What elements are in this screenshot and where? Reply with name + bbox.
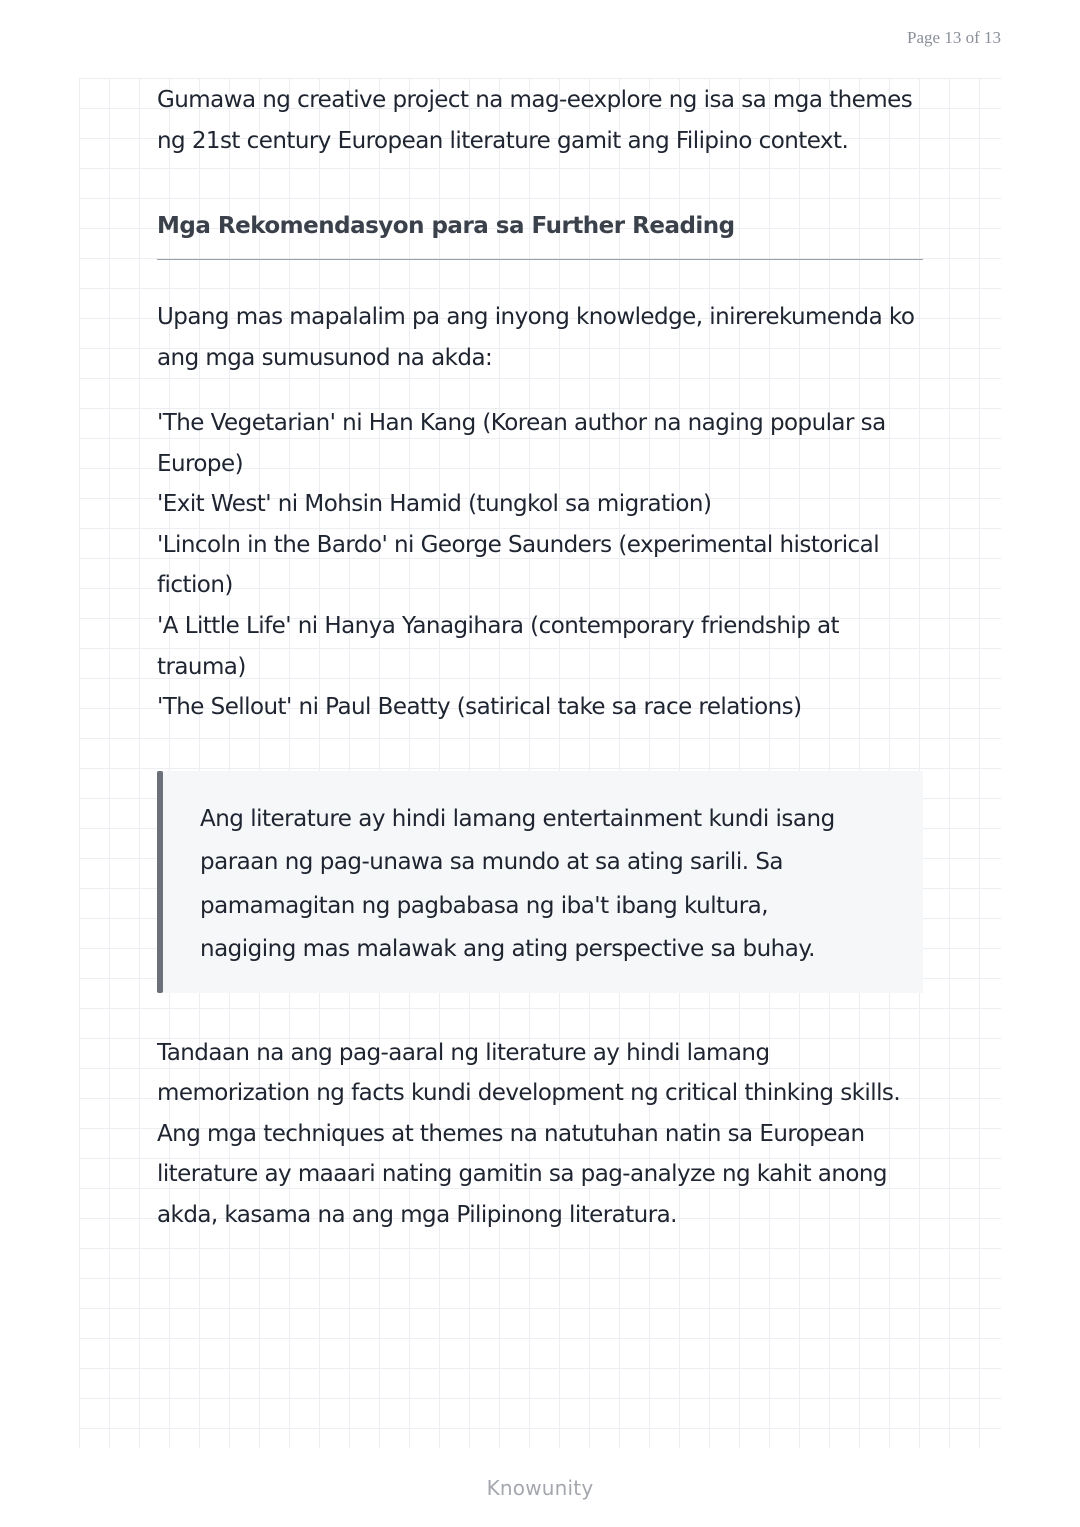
closing-paragraph: Tandaan na ang pag-aaral ng literature ay hindi lamang memorization ng facts kundi development ng critical thinking skills. Ang mga techniques at themes na natutuhan natin sa European literature ay maaari nating gamitin sa pag-analyze ng kahit anong akda, kasama na ang mga Pilipinong literatura. — [157, 1039, 901, 1228]
page-number: Page 13 of 13 — [907, 28, 1001, 47]
quote-bar — [157, 771, 163, 993]
list-item: 'Lincoln in the Bardo' ni George Saunders (experimental historical fiction) — [157, 531, 880, 599]
list-item: 'Exit West' ni Mohsin Hamid (tungkol sa migration) — [157, 491, 712, 518]
blockquote — [157, 771, 923, 993]
lead-paragraph: Upang mas mapalalim pa ang inyong knowledge, inirerekumenda ko ang mga sumusunod na akda: — [157, 304, 915, 371]
document-content — [157, 80, 927, 1235]
quote-text: Ang literature ay hindi lamang entertainment kundi isang paraan ng pag-unawa sa mundo at sa ating sarili. Sa pamamagitan ng pagbabasa ng iba't ibang kultura, nagiging mas malawak ang ating perspective sa buhay. — [200, 805, 835, 963]
section-heading: Mga Rekomendasyon para sa Further Reading — [157, 213, 735, 239]
section-divider — [157, 259, 923, 260]
intro-paragraph: Gumawa ng creative project na mag-eexplore ng isa sa mga themes ng 21st century European literature gamit ang Filipino context. — [157, 87, 913, 154]
brand-footer: Knowunity — [486, 1476, 594, 1500]
list-item: 'A Little Life' ni Hanya Yanagihara (contemporary friendship at trauma) — [157, 612, 840, 680]
list-item: 'The Sellout' ni Paul Beatty (satirical take sa race relations) — [157, 694, 802, 721]
list-item: 'The Vegetarian' ni Han Kang (Korean author na naging popular sa Europe) — [157, 410, 886, 477]
reading-list — [157, 403, 927, 728]
